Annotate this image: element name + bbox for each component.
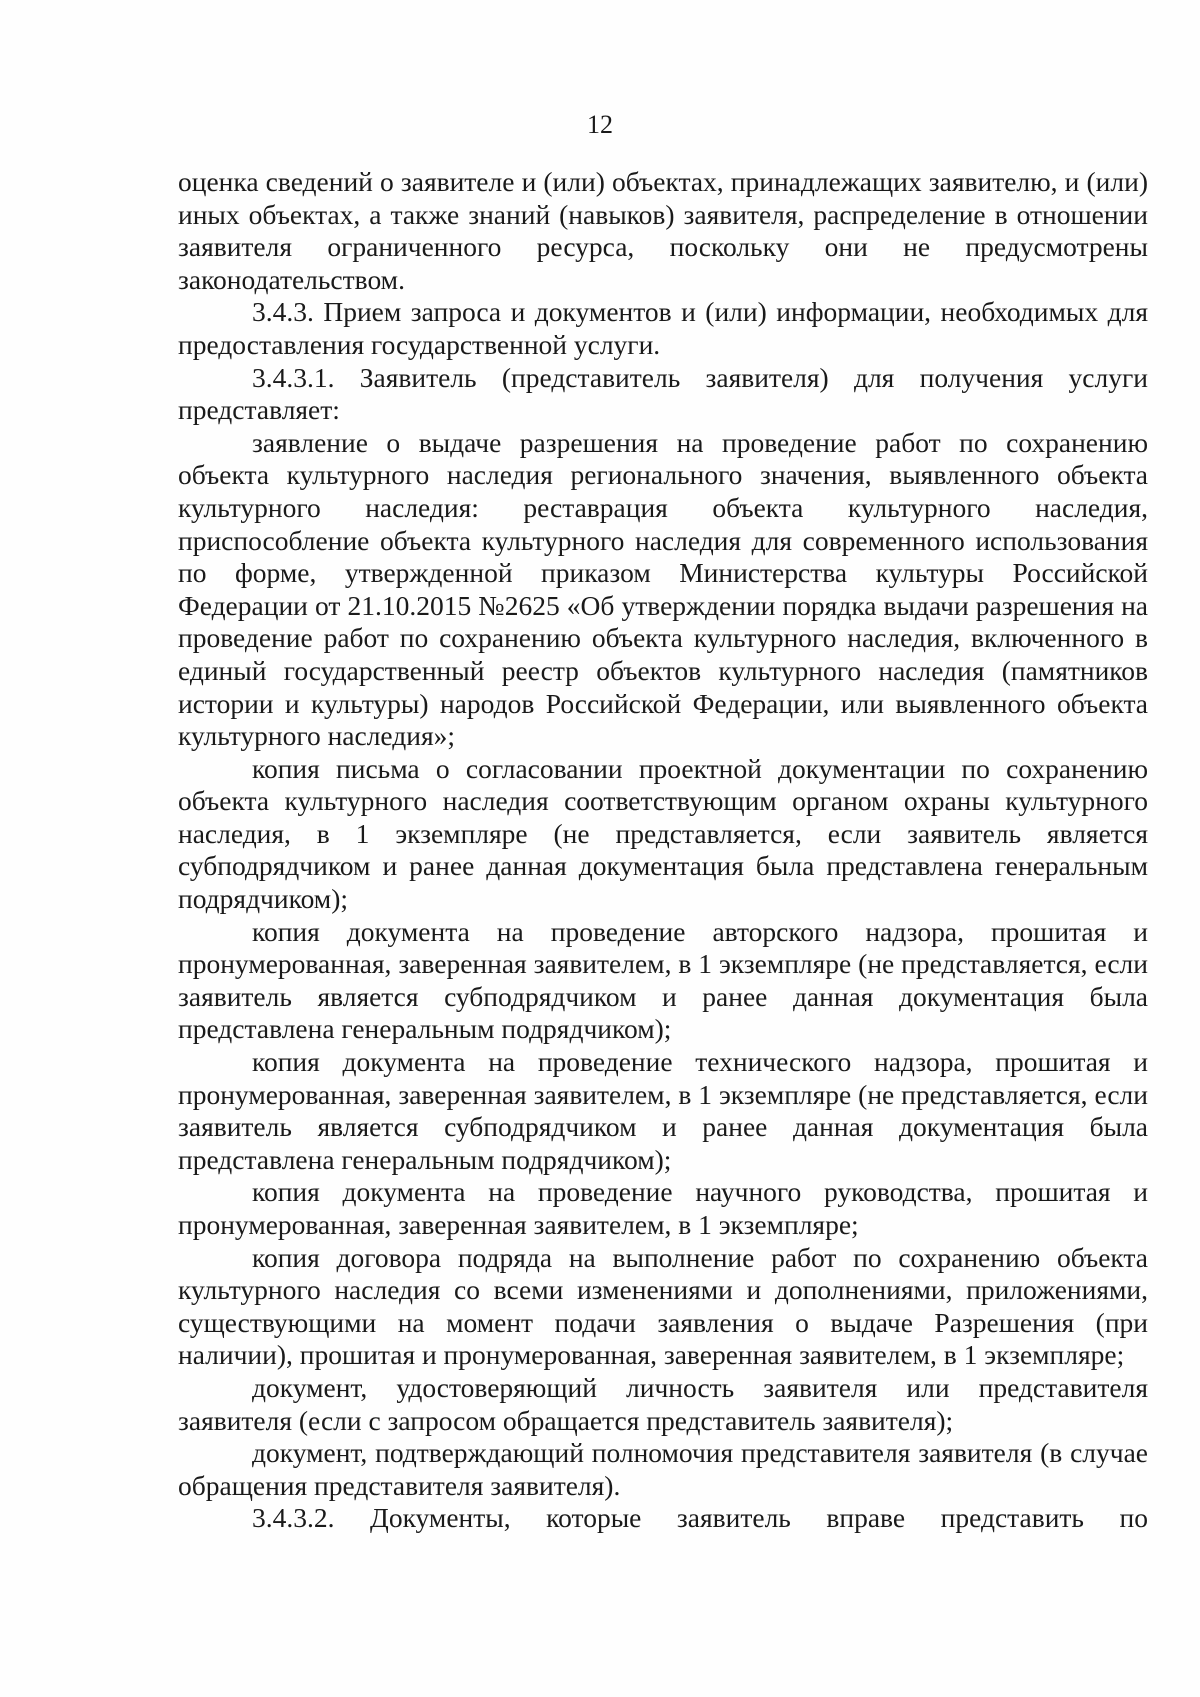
document-body — [178, 166, 1148, 1535]
list-item-approval-letter: копия письма о согласовании проектной документации по сохранению объекта культурного наследия соответствующим органом охраны культурного наследия, в 1 экземпляре (не представляется, если заявитель является субподрядчиком и ранее данная документация была представлена генеральным подрядчиком); — [178, 752, 1148, 915]
page-number: 12 — [587, 110, 613, 139]
list-item-contract-copy: копия договора подряда на выполнение работ по сохранению объекта культурного наследия со всеми изменениями и дополнениями, приложениями, существующими на момент подачи заявления о выдаче Разрешения (при наличии), прошитая и пронумерованная, заверенная заявителем, в 1 экземпляре; — [178, 1241, 1148, 1371]
paragraph-3-4-3-1: 3.4.3.1. Заявитель (представитель заявителя) для получения услуги представляет: — [178, 361, 1148, 426]
list-item-author-supervision: копия документа на проведение авторского надзора, прошитая и пронумерованная, заверенная заявителем, в 1 экземпляре (не представляется, если заявитель является субподрядчиком и ранее данная документация была представлена генеральным подрядчиком); — [178, 915, 1148, 1045]
paragraph-continuation: оценка сведений о заявителе и (или) объектах, принадлежащих заявителю, и (или) иных объектах, а также знаний (навыков) заявителя, распределение в отношении заявителя ограниченного ресурса, поскольку они не предусмотрены законодательством. — [178, 166, 1148, 295]
list-item-application: заявление о выдаче разрешения на проведение работ по сохранению объекта культурного наследия регионального значения, выявленного объекта культурного наследия: реставрация объекта культурного наследия, приспособление объекта культурного наследия для современного использования по форме, утвержденной приказом Министерства культуры Российской Федерации от 21.10.2015 №2625 «Об утверждении порядка выдачи разрешения на проведение работ по сохранению объекта культурного наследия, включенного в единый государственный реестр объектов культурного наследия (памятников истории и культуры) народов Российской Федерации, или выявленного объекта культурного наследия»; — [178, 426, 1148, 752]
paragraph-3-4-3-2: 3.4.3.2. Документы, которые заявитель вправе представить по — [252, 1502, 1148, 1534]
list-item-scientific-guidance: копия документа на проведение научного руководства, прошитая и пронумерованная, заверенная заявителем, в 1 экземпляре; — [178, 1176, 1148, 1240]
list-item-authority-document: документ, подтверждающий полномочия представителя заявителя (в случае обращения представителя заявителя). — [178, 1437, 1148, 1501]
list-item-identity-document: документ, удостоверяющий личность заявителя или представителя заявителя (если с запросом обращается представитель заявителя); — [178, 1371, 1148, 1436]
paragraph-3-4-3: 3.4.3. Прием запроса и документов и (или) информации, необходимых для предоставления государственной услуги. — [178, 296, 1148, 360]
list-item-technical-supervision: копия документа на проведение технического надзора, прошитая и пронумерованная, заверенная заявителем, в 1 экземпляре (не представляется, если заявитель является субподрядчиком и ранее данная документация была представлена генеральным подрядчиком); — [178, 1046, 1148, 1175]
